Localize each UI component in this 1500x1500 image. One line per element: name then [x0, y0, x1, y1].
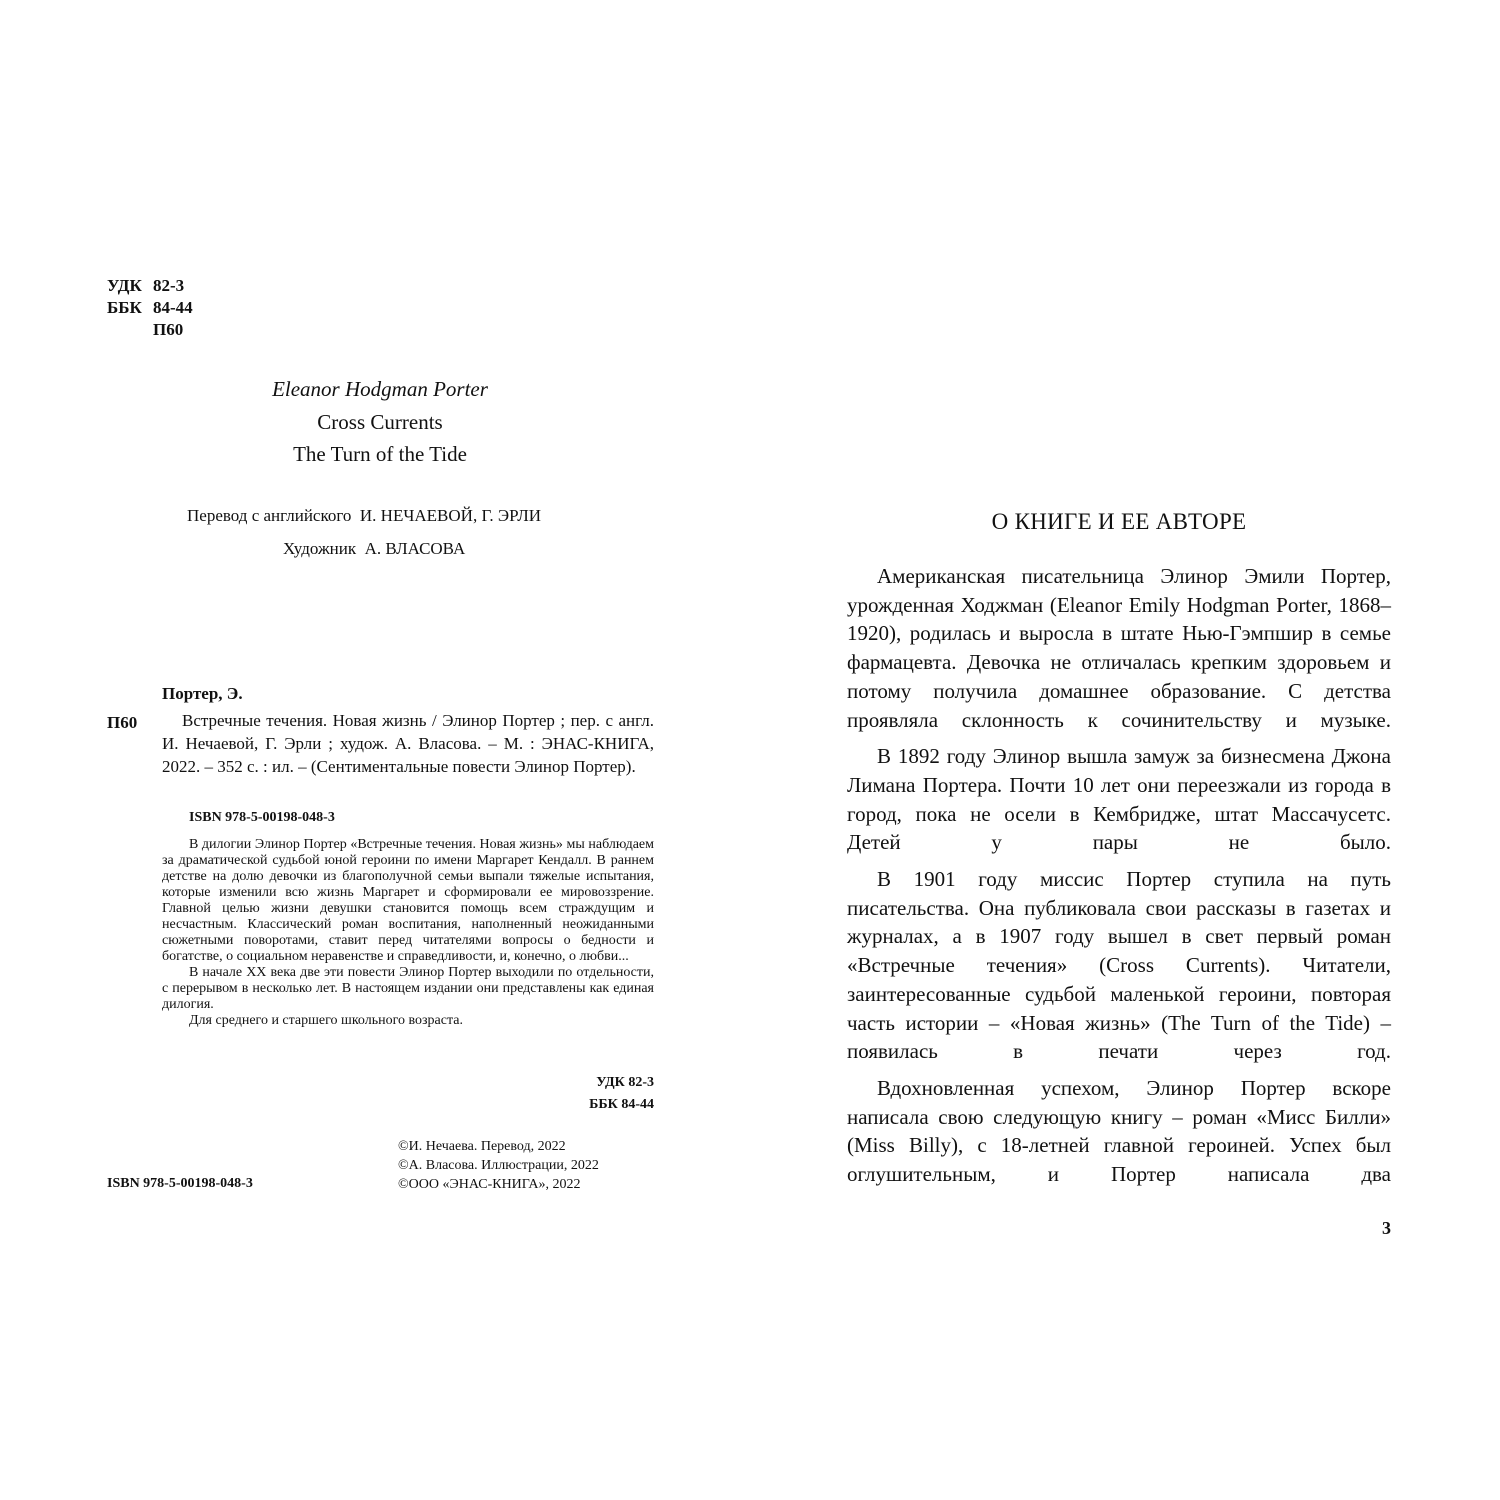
- article-paragraph: В 1892 году Элинор вышла замуж за бизнесмена Джона Лимана Портера. Почти 10 лет они переезжали из города в город, пока не осели в Кембридже, штат Массачусетс. Детей у пары не было.: [847, 744, 1391, 855]
- copyright-line: ©И. Нечаева. Перевод, 2022: [398, 1139, 566, 1154]
- section-title: О КНИГЕ И ЕЕ АВТОРЕ: [991, 509, 1247, 534]
- catalog-isbn: ISBN 978-5-00198-048-3: [189, 810, 335, 825]
- udk-label: УДК: [107, 276, 142, 295]
- page-number: 3: [1382, 1218, 1391, 1238]
- catalog-code: П60: [107, 713, 138, 732]
- author-mark-line: [107, 320, 183, 340]
- original-title-2: The Turn of the Tide: [293, 442, 467, 466]
- catalog-description: [162, 709, 654, 778]
- udk-line: [107, 276, 184, 296]
- annotation-paragraph: В дилогии Элинор Портер «Встречные течения. Новая жизнь» мы наблюдаем за драматической судьбой юной героини по имени Маргарет Кендалл. В раннем детстве на долю девочки из благополучной семьи выпали тяжелые испытания, которые изменили всю жизнь Маргарет и сформировали ее мировоззрение. Главной целью жизни девушки становится помощь всем страждущим и несчастным. Классический роман воспитания, наполненный неожиданными сюжетными поворотами, ставит перед читателями вопросы о бедности и богатстве, о социальном неравенстве и справедливости, и, конечно, о любви...: [162, 837, 654, 964]
- artist-names: А. ВЛАСОВА: [364, 539, 466, 558]
- udk-value: 82-3: [153, 276, 185, 295]
- catalog-author-heading: Портер, Э.: [162, 684, 243, 703]
- original-author: Eleanor Hodgman Porter: [272, 377, 488, 401]
- annotation-paragraph: Для среднего и старшего школьного возраста.: [189, 1013, 463, 1028]
- article-paragraph: Вдохновленная успехом, Элинор Портер вскоре написала свою следующую книгу – роман «Мисс Билли» (Miss Billy), с 18-летней главной героиней. Успех был оглушительным, и Портер написала два: [847, 1075, 1391, 1187]
- translation-names: И. НЕЧАЕВОЙ, Г. ЭРЛИ: [359, 506, 542, 525]
- artist-label: Художник: [283, 539, 357, 558]
- copyright-line: ©ООО «ЭНАС-КНИГА», 2022: [398, 1177, 581, 1192]
- bbk-label: ББК: [107, 298, 142, 317]
- translation-label: Перевод с английского: [187, 506, 352, 525]
- article-body: [847, 562, 1391, 1197]
- annotation-paragraph: В начале XX века две эти повести Элинор Портер выходили по отдельности, с перерывом в несколько лет. В настоящем издании они представлены как единая дилогия.: [162, 965, 654, 1012]
- catalog-description-text: Встречные течения. Новая жизнь / Элинор Портер ; пер. с англ. И. Нечаевой, Г. Эрли ; худож. А. Власова. – М. : ЭНАС-КНИГА, 2022. – 352 с. : ил. – (Сентиментальные повести Элинор Портер).: [162, 711, 654, 776]
- article-paragraph: Американская писательница Элинор Эмили Портер, урожденная Ходжман (Eleanor Emily Hodgman Porter, 1868–1920), родилась и выросла в штате Нью-Гэмпшир в семье фармацевта. Девочка не отличалась крепким здоровьем и потому получила домашнее образование. С детства проявляла склонность к сочинительству и музыке.: [847, 564, 1391, 732]
- original-title-1: Cross Currents: [317, 410, 443, 434]
- artist-credit: [283, 539, 465, 559]
- catalog-bbk: ББК 84-44: [589, 1097, 654, 1112]
- catalog-udk: УДК 82-3: [596, 1075, 654, 1090]
- author-mark-value: П60: [153, 320, 184, 339]
- bbk-value: 84-44: [153, 298, 193, 317]
- copyright-line: ©А. Власова. Иллюстрации, 2022: [398, 1158, 599, 1173]
- article-paragraph: В 1901 году миссис Портер ступила на путь писательства. Она публиковала свои рассказы в газетах и журналах, а в 1907 году вышел в свет первый роман «Встречные течения» (Cross Currents). Читатели, заинтересованные судьбой маленькой героини, повторая часть истории – «Новая жизнь» (The Turn of the Tide) – появилась в печати через год.: [847, 867, 1391, 1064]
- bbk-line: [107, 298, 193, 318]
- catalog-annotation: [162, 837, 654, 1029]
- isbn-bottom: ISBN 978-5-00198-048-3: [107, 1176, 253, 1191]
- translation-credit: [187, 506, 541, 526]
